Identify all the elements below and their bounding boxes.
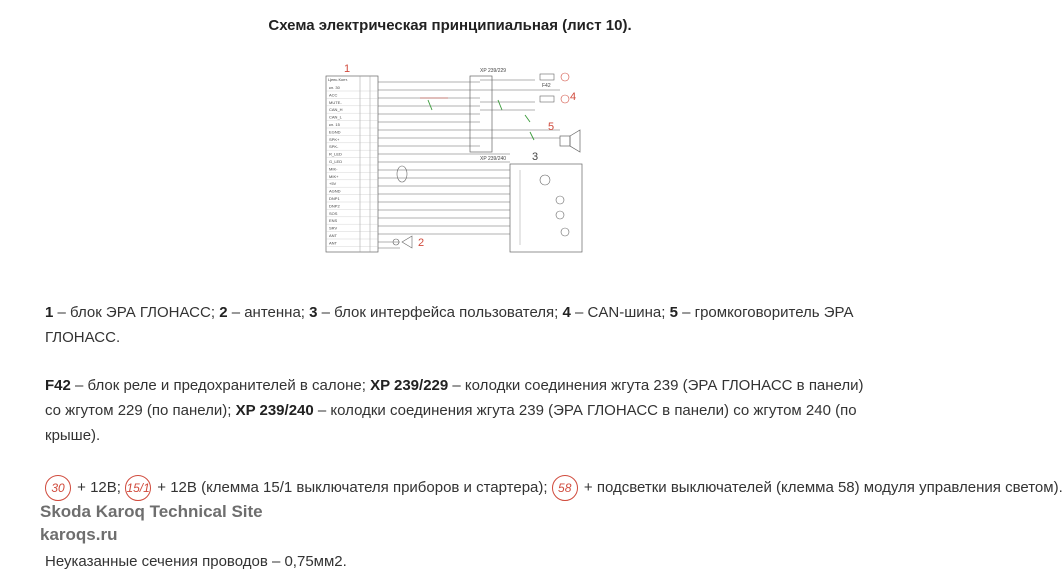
svg-text:XP 239/240: XP 239/240 (480, 156, 507, 162)
watermark-title: Skoda Karoq Technical Site (40, 502, 263, 521)
connector-xp-239-240 (480, 156, 506, 162)
callout-4: 4 (570, 91, 577, 103)
callout-1: 1 (344, 63, 351, 75)
callout-2: 2 (418, 237, 425, 249)
pin-label: G_LED (329, 159, 343, 164)
legend-terminals: 30 + 12В; 15/1 + 12В (клемма 15/1 выключателя приборов и стартера); 58 + подсветки выключателей (клемма 58) модуля управления светом). (45, 475, 895, 501)
pin-label: DNP1 (329, 196, 340, 201)
pin-label: +5V (329, 181, 337, 187)
pin-label: AGND (329, 188, 341, 194)
page-title: Схема электрическая принципиальная (лист 10). (268, 17, 632, 34)
watermark-url: karoqs.ru (40, 525, 118, 544)
pin-label: SPK- (329, 144, 339, 150)
pin-header: Цепь Конт. (328, 77, 348, 82)
pin-label: кл. 15 (329, 122, 340, 127)
pin-label: MUTE- (329, 99, 342, 105)
pin-label: CAN_L (329, 114, 342, 120)
pin-label: CAN_H (329, 107, 343, 113)
pin-label: SPK+ (329, 136, 340, 142)
pin-label: ENS (329, 218, 338, 224)
legend-components: 1 – блок ЭРА ГЛОНАСС; 2 – антенна; 3 – блок интерфейса пользователя; 4 – CAN-шина; 5 – громкоговоритель ЭРА ГЛОНАСС. (45, 304, 854, 346)
pin-label: ANT (329, 233, 337, 238)
pin-label: ANT (329, 240, 337, 246)
svg-text:XP 239/229: XP 239/229 (480, 68, 507, 74)
callout-3: 3 (532, 151, 539, 163)
pin-label: R_LED (329, 151, 342, 157)
wire-section-note: Неуказанные сечения проводов – 0,75мм2. (45, 553, 347, 570)
legend-connectors: F42 – блок реле и предохранителей в салоне; XP 239/229 – колодки соединения жгута 239 (ЭРА ГЛОНАСС в панели) со жгутом 229 (по панели); XP 239/240 – колодки соединения жгута 239 (ЭРА ГЛОНАСС в панели) со жгутом 240 (по крыше). (45, 377, 864, 444)
callout-5: 5 (548, 121, 555, 133)
pin-label: кл. 30 (329, 85, 340, 90)
pin-label: MIK+ (329, 173, 339, 179)
terminal-30-icon: 30 (45, 475, 71, 501)
pin-label: SRV (329, 225, 338, 231)
terminal-58-icon: 58 (552, 475, 578, 501)
pin-label: ACC (329, 92, 338, 98)
wiring-diagram (320, 60, 590, 260)
pin-label: SOS (329, 210, 338, 216)
terminal-15-1-icon: 15/1 (125, 475, 151, 501)
pin-label: EGND (329, 129, 341, 135)
pin-label: MIK- (329, 166, 338, 172)
pin-label: DNP2 (329, 203, 340, 209)
svg-text:F42: F42 (542, 83, 551, 89)
